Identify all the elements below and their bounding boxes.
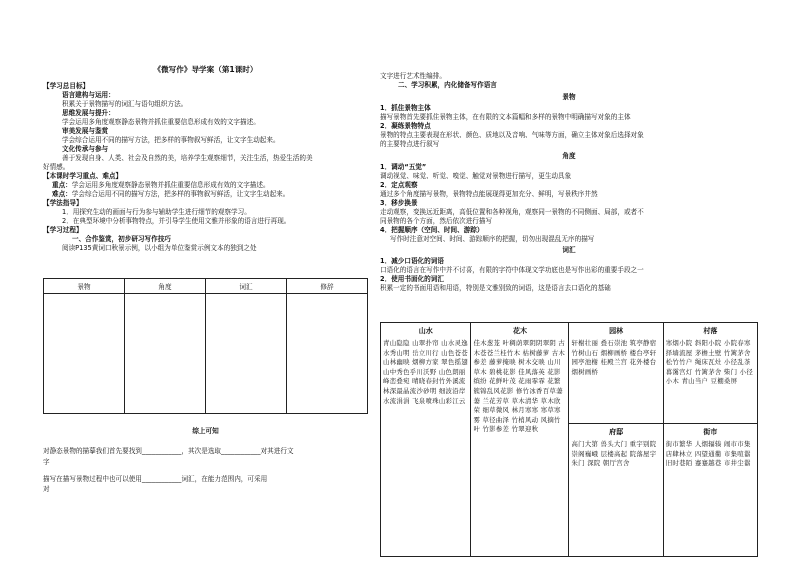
key-point-2 [52,190,289,199]
summary-line-3: 描写在描写景物过程中也可以使用____________词汇，在能力范围内，可采用 [43,475,268,483]
goal-thinking-text: 学会运用多角度观察静态景物并抓住重要信息形成有效的文字描述。 [62,118,260,126]
method-header: 【学法指导】 [43,199,83,207]
vocab-point-2-text: 积累一定的书面用语和用语，特别是文雅别致的词语，这是语言去口语化的基础 [380,284,611,292]
key-point-1 [52,181,270,190]
key-point-1-text: 学会运用多角度观察静态景物并抓住重要信息形成有效的文字描述。 [71,181,270,189]
heading-angle: 角度 [562,152,576,160]
vocab-point-1: 1．减少口语化的词语 [380,257,444,265]
vocab-title-fudi: 府邸 [609,428,624,436]
heading-scene: 景物 [562,93,576,101]
angle-point-3-text: 走动观察，变换远近距离，高低位置和各种视角，观察同一景物的不同侧面、局部，或者不 [380,208,644,216]
vocab-title-cunluo: 村落 [703,327,718,335]
table-header-rhetoric: 修辞 [287,279,368,294]
table-header-scene: 景物 [44,279,125,294]
scene-point-1-text: 描写景物首先要抓住景物主体，在有限的文本篇幅和多样的景物中明确描写对象的主体 [380,113,631,121]
goal-header: 【学习总目标】 [43,82,90,90]
method-1: 1．用探究生动的画面与行为参与辅助学生进行细节的观察学习。 [62,208,251,216]
goal-culture-text: 善于发现自身、人类、社会及自然的美，培养学生观察细节，关注生活，热爱生活的美 [62,154,313,162]
vocab-cell-huamu [471,323,569,557]
vocab-title-jieshi: 街市 [703,428,718,436]
angle-point-2: 2．定点观察 [380,181,418,189]
goal-language-text: 积累关于景物描写的词汇与语句组织方法。 [62,100,188,108]
angle-point-2-text: 通过多个角度描写景物，景物特点能展现得更加充分、鲜明，写景秩序井然 [380,190,598,198]
goal-aesthetic-text: 学会综合运用不同的描写方法，把多样的事物叙写鲜活，让文字生动起来。 [62,136,280,144]
scene-point-2-text-cont: 的主要特点进行叙写 [380,140,440,148]
table-cell-angle[interactable] [125,294,206,414]
page-title: 《微写作》导学案（第1课时） [153,65,258,74]
process-header: 【学习过程】 [43,226,83,234]
table-header-angle: 角度 [125,279,206,294]
key-point-2-label: 难点： [52,190,72,198]
scene-point-1: 1．抓住景物主体 [380,104,431,112]
section-2-heading: 二、学习积累，内化储备写作语言 [398,81,497,89]
vocab-cell-fudi [569,424,663,557]
summary-line-1: 对静态景物的描摹我们首先要找到____________，其次是选取____________对其进行文 [43,447,294,455]
table-cell-rhetoric[interactable] [287,294,368,414]
summary-title: 综上可知 [192,427,219,435]
table-cell-scene[interactable] [44,294,125,414]
process-step-1: 一、合作鉴赏，初步研习写作技巧 [72,235,171,243]
angle-point-3: 3．移步换景 [380,199,418,207]
key-points-header: 【本课时学习重点、难点】 [43,172,123,180]
vocab-cell-yuanlin [569,323,663,424]
heading-vocab: 词汇 [562,246,576,254]
appreciation-table [43,278,368,414]
summary-line-4: 对 [43,485,50,493]
goal-thinking-heading: 思维发展与提升： [62,109,115,117]
vocab-text-shanshui: 青山隐隐 山翠扑帘 山水灵逸 水秀山明 岳立川行 山色苍苍 山林幽映 烟柳方家 翠色摇翅 山中秀色乎川沃野 山色朗丽 峰峦叠宛 晴晓春封竹外溪流 林深最晶流沙砂明 细波沿岸水流涓涓 飞泉喷珠山彩江云 [383,339,468,405]
angle-point-1: 1．调动“五觉” [380,163,427,171]
goal-culture-heading: 文化传承与参与 [62,145,109,153]
vocab-text-yuanlin: 轩榭壮丽 叠石崇池 筑亭静宿 竹树山石 烟柳画桥 楼台亭轩 园亭池榭 桂殿兰宫 花外楼台 烟树画桥 [571,339,657,376]
goal-culture-text-cont: 好情感。 [43,163,70,171]
angle-point-1-text: 调动视觉、味觉、听觉、嗅觉、触觉对景物进行描写，更生动具象 [380,172,572,180]
vocab-text-jieshi: 街市繁华 人烟辐辏 闹市市集 店肆林立 四望通衢 市集喧嚣 旧时巷陌 蹇蹇越巷 市井尘嚣 [665,440,751,468]
summary-line-2: 字 [43,458,50,466]
angle-point-4-text: 写作时注意对空间、时间、游踪顺序的把握，切勿出现混乱无序的描写 [390,235,595,243]
vocab-text-huamu: 佳木葱茏 叶稠荫翠阴阴翠阴 古木苍苍兰桂竹木 枯树藤萝 古木参差 藤萝掩映 树木交映 山川草木 碧桃花影 佳风落英 花影缤纷 花鲜叶茂 花雨霏霏 花繁簇锦乱风花影 修竹冰香百草萋萋 兰花芳草 草木清华 草木欣荣 细草微风 林月寒寒 寒草寒雾 草径曲泽 竹梢风动 风摘竹叶 竹影参差 竹翠迎秋 [473,339,566,434]
vocab-cell-cunluo [663,323,757,424]
vocab-text-cunluo: 寒烟小院 斜阳小院 小院春寒 择墙流屋 茅檐土壁 竹篱茅舍 松竹竹户 绳床瓦灶 小径乱茶 暮霭宫灯 竹篱茅舍 柴门 小径小木 青山当户 豆棚桑屏 [665,339,754,386]
table-cell-vocab[interactable] [206,294,287,414]
vocab-title-yuanlin: 园林 [609,327,624,335]
vocab-title-huamu: 花木 [512,327,527,335]
scene-point-2: 2．凝练景物特点 [380,122,431,130]
vocab-cell-jieshi [663,424,757,557]
vocab-point-1-text: 口语化的语言在写作中并不讨喜，有限的字符中体现文学功底也是写作出彩的重要手段之一 [380,266,644,274]
key-point-1-label: 重点： [52,181,72,189]
table-header-vocab: 词汇 [206,279,287,294]
process-step-1-text: 阅读P135黄词口秋景示例，以小组为单位鉴赏示例文本的独到之处 [62,244,257,252]
angle-point-4: 4．把握顺序（空间、时间、游踪） [380,226,484,234]
vocabulary-table [380,322,758,557]
goal-aesthetic-heading: 审美发展与鉴赏 [62,127,109,135]
vocab-text-fudi: 高门大第 兽头大门 重宇别院 崇阁巍峨 层楼高起 院落屋宇朱门 深院 朝厅宫舍 [571,440,657,468]
scene-point-2-text: 景物的特点主要表现在形状、颜色、质地以及音响、气味等方面，确立主体对象后选择对象 [380,131,644,139]
right-intro-text: 文字进行艺术性编排。 [380,72,446,80]
key-point-2-text: 学会综合运用不同的描写方法，把多样的事物叙写鲜活，让文字生动起来。 [71,190,290,198]
vocab-point-2: 2．使用书面化的词汇 [380,275,444,283]
vocab-cell-shanshui [381,323,471,557]
vocab-title-shanshui: 山水 [418,327,433,335]
angle-point-3-text-cont: 同景物的各个方面，然后依次进行描写 [380,217,493,225]
goal-language-heading: 语言建构与运用： [62,91,115,99]
method-2: 2．在典型环境中分析事物特点，并引导学生使用文雅并形象的语言进行再现。 [62,217,291,225]
